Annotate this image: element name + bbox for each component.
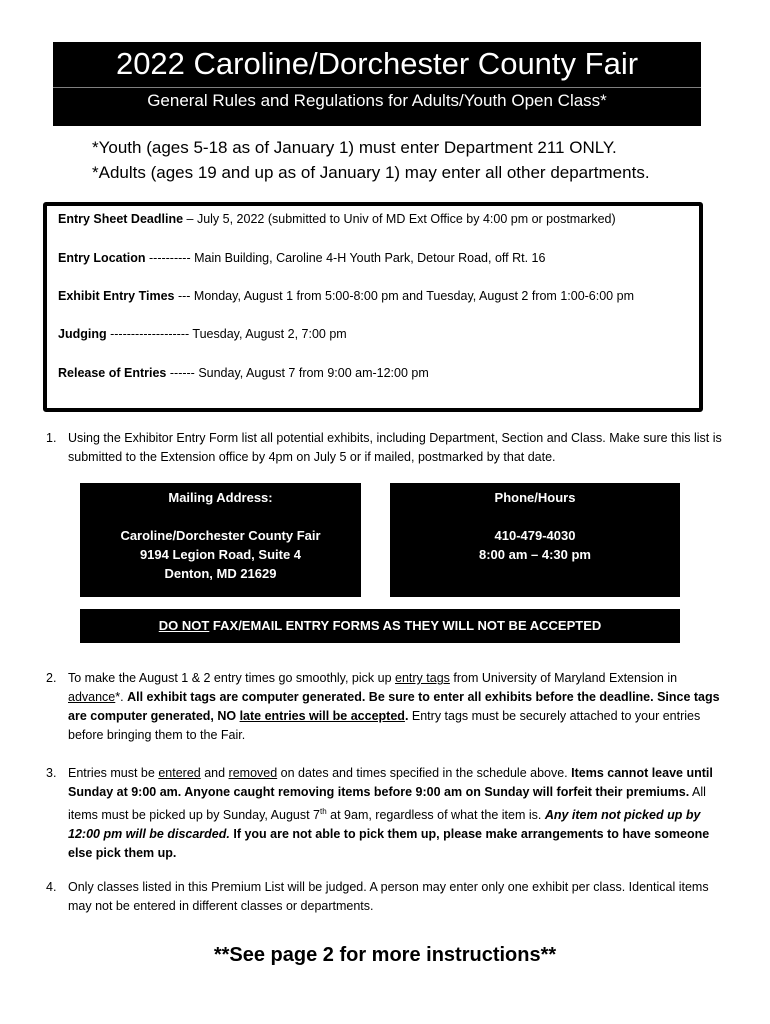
rule-number: 1. <box>46 431 57 445</box>
rule-bold-text: Items cannot leave until Sunday at 9:00 am. Anyone caught removing items before 9:00 am on Sunday will forfeit their premiums. <box>68 766 713 799</box>
rule-text-part: Entry tags must be securely attached to your entries before bringing them to the Fair. <box>68 709 701 742</box>
rule-text-part: *. <box>115 690 128 704</box>
phone-number: 410-479-4030 <box>494 528 576 543</box>
rule-text-part: Entries must be <box>68 766 159 780</box>
rule-bold-text: If you are not able to pick them up, please make arrangements to have someone else pick them up. <box>68 827 710 861</box>
deadline-separator: – <box>183 212 197 226</box>
rule-text-part: at 9am, regardless of what the item is. <box>326 808 545 823</box>
office-hours: 8:00 am – 4:30 pm <box>478 547 591 562</box>
deadline-separator: ---------- <box>145 251 195 265</box>
rule-text-part: from University of Maryland Extension in <box>449 671 678 685</box>
deadline-value: Tuesday, August 2, 7:00 pm <box>192 327 347 341</box>
rule-text: Using the Exhibitor Entry Form list all potential exhibits, including Department, Section and Class. Make sure this list is submitted to the Extension office by 4pm on July 5 or if mailed, postmarked by that date. <box>68 431 722 464</box>
mailing-address-box <box>80 483 361 597</box>
deadline-label: Exhibit Entry Times <box>58 289 175 303</box>
no-fax-email-warning <box>80 609 680 643</box>
mailing-line-3: Denton, MD 21629 <box>164 566 277 581</box>
advance-underlined: advance <box>68 690 116 704</box>
discard-warning: Any item not picked up by 12:00 pm will be discarded. <box>68 808 701 842</box>
rule-text <box>68 669 728 745</box>
mailing-heading: Mailing Address: <box>168 490 273 505</box>
rule-text-part: All items must be picked up by Sunday, August 7 <box>68 785 706 823</box>
rule-number: 2. <box>46 671 57 685</box>
youth-eligibility-note: *Youth (ages 5-18 as of January 1) must enter Department 211 ONLY. <box>92 138 617 157</box>
deadline-row-entry-times <box>58 289 634 303</box>
deadline-separator: --- <box>174 289 194 303</box>
phone-hours-box <box>390 483 680 597</box>
page-subtitle: General Rules and Regulations for Adults/Youth Open Class* <box>147 91 607 110</box>
deadline-separator: ------------------- <box>106 327 193 341</box>
deadline-row-entry-location <box>58 251 545 265</box>
deadline-value: Sunday, August 7 from 9:00 am-12:00 pm <box>198 366 429 380</box>
rule-text: Only classes listed in this Premium List will be judged. A person may enter only one exhibit per class. Identical items may not be entered in different classes or departments. <box>68 880 709 913</box>
entered-underlined: entered <box>158 766 201 780</box>
rule-text-part: and <box>200 766 229 780</box>
deadline-row-release <box>58 366 429 380</box>
warning-lead: DO NOT <box>158 618 210 633</box>
rule-bold-text: . <box>404 709 409 723</box>
adult-eligibility-note: *Adults (ages 19 and up as of January 1) may enter all other departments. <box>92 163 650 182</box>
deadline-label: Release of Entries <box>58 366 167 380</box>
phone-heading: Phone/Hours <box>494 490 576 505</box>
deadline-value: Monday, August 1 from 5:00-8:00 pm and Tuesday, August 2 from 1:00-6:00 pm <box>193 289 634 303</box>
rule-text <box>68 764 728 863</box>
deadlines-box <box>43 202 703 412</box>
rule-number: 3. <box>46 766 57 780</box>
ordinal-suffix: th <box>320 807 327 816</box>
late-entries-underlined: late entries will be accepted <box>239 709 405 723</box>
deadline-value: Main Building, Caroline 4-H Youth Park, Detour Road, off Rt. 16 <box>194 251 546 265</box>
deadline-row-entry-sheet <box>58 212 616 226</box>
warning-text: FAX/EMAIL ENTRY FORMS AS THEY WILL NOT BE ACCEPTED <box>209 618 602 633</box>
mailing-line-2: 9194 Legion Road, Suite 4 <box>139 547 302 562</box>
deadline-row-judging <box>58 327 347 341</box>
mailing-line-1: Caroline/Dorchester County Fair <box>120 528 321 543</box>
deadline-separator: ------ <box>166 366 199 380</box>
removed-underlined: removed <box>228 766 278 780</box>
deadline-label: Entry Sheet Deadline <box>58 212 184 226</box>
see-page-2-note: **See page 2 for more instructions** <box>213 944 557 966</box>
rule-number: 4. <box>46 880 57 894</box>
deadline-label: Judging <box>58 327 107 341</box>
rule-text-part: To make the August 1 & 2 entry times go smoothly, pick up <box>68 671 396 685</box>
title-divider <box>53 87 701 88</box>
rule-bold-text: All exhibit tags are computer generated. Be sure to enter all exhibits before the deadline. Since tags are computer generated, NO <box>68 690 720 723</box>
deadline-label: Entry Location <box>58 251 146 265</box>
rule-text-part: on dates and times specified in the schedule above. <box>277 766 572 780</box>
page-title: 2022 Caroline/Dorchester County Fair <box>115 46 639 81</box>
entry-tags-underlined: entry tags <box>395 671 450 685</box>
deadline-value: July 5, 2022 (submitted to Univ of MD Ext Office by 4:00 pm or postmarked) <box>196 212 616 226</box>
